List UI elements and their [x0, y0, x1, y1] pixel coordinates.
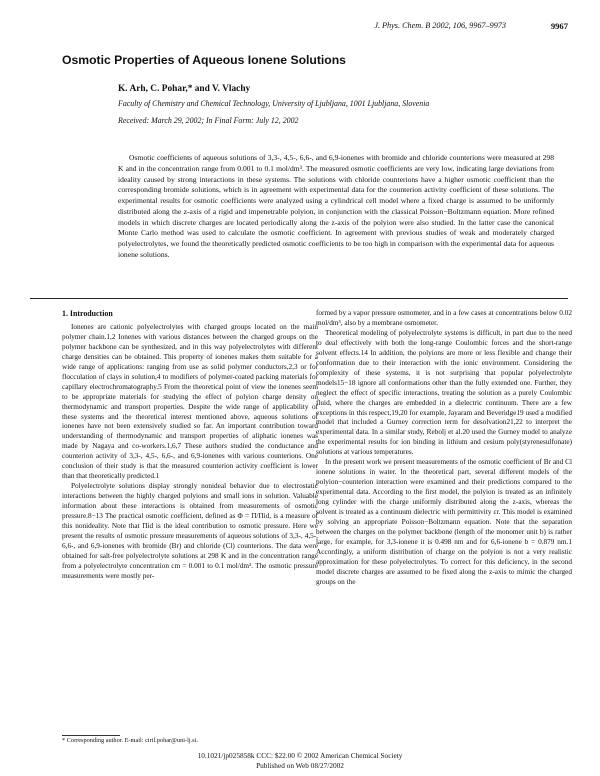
author-list: K. Arh, C. Pohar,* and V. Vlachy: [118, 84, 251, 94]
page-number: 9967: [550, 21, 568, 31]
paragraph: Polyelectrolyte solutions display strongly nonideal behavior due to electrostatic interactions between the highly charged polyions and small ions in solution. Valuable information about these interactions is obtained from measurements of osmotic pressure.8−13 The practical osmotic coefficient, defined as Φ = Π/Πid, is a measure of this nonideality. Note that Πid is the ideal contribution to osmotic pressure. Here we present the results of osmotic pressure measurements of aqueous solutions of 3,3-, 4,5-, 6,6-, and 6,9-ionenes with bromide (Br) and chloride (Cl) counterions. The data were obtained for salt-free polyelectrolyte solutions at 298 K and in the concentration range from a polyelectrolyte concentration cm = 0.001 to 0.1 mol/dm³. The osmotic pressure measurements were mostly per-: [62, 482, 318, 580]
left-column: [62, 309, 318, 582]
corresponding-author-footnote: * Corresponding author. E-mail: ciril.pohar@uni-lj.si.: [62, 737, 198, 744]
section-divider: [30, 298, 568, 299]
paragraph: Ionenes are cationic polyelectrolytes with charged groups located on the main polymer chain.1,2 Ionenes with various distances between the charged groups on the polymer backbone can be synthesized, and in this way polyelectrolytes with different charge densities can be obtained. This property of ionenes makes them suitable for a wide range of applications: ranging from use as solid polymer conductors,2,3 or for flocculation of clays in solution,4 to modifiers of polymer-coated packing materials for capillary electrochromatography.5 From the theoretical point of view the ionenes seem to be appropriate materials for studying the effect of polyion charge density on thermodynamic and transport properties. Despite the wide range of applicability of these systems and the theoretical interest mentioned above, aqueous solutions of ionenes have not been extensively studied so far. An important contribution toward understanding of thermodynamic and transport properties of aliphatic ionenes was made by Nagaya and co-workers.1,6,7 These authors studied the conductance and counterion activity of 3,3-, 4,5-, 6,6-, and 6,9-ionenes with various counterions. One conclusion of their study is that the measured counterion activity coefficient is lower than that theoretically predicted.1: [62, 322, 318, 481]
doi-copyright-line: 10.1021/jp025858k CCC: $22.00 © 2002 American Chemical Society: [197, 751, 403, 760]
abstract: Osmotic coefficients of aqueous solutions of 3,3-, 4,5-, 6,6-, and 6,9-ionenes with bromide and chloride counterions were measured at 298 K and in the concentration range from 0.001 to 0.1 mol/dm³. The measured osmotic coefficients are very low, indicating large deviations from ideality caused by strong interactions in these systems. The solutions with chloride counterions have a higher osmotic coefficient than the corresponding bromide solutions, which is in agreement with experimental data for the counterion activity coefficient of these solutions. The experimental results for osmotic coefficients were analyzed using a cylindrical cell model where a fixed charge is assumed to be uniformly distributed along the z-axis of a rigid and impenetrable polyion, in conjunction with the classical Poisson−Boltzmann equation. More refined models in which discrete charges are located periodically along the z-axis of the polyion were also studied. In the latter case the canonical Monte Carlo method was used to calculate the osmotic coefficient. In agreement with previous studies of weak and moderately charged polyelectrolytes, we found the theoretically predicted osmotic coefficients to be too high in comparison with the experimental data for aqueous ionene solutions.: [118, 153, 554, 259]
footnote-rule: [62, 735, 120, 736]
journal-citation: J. Phys. Chem. B 2002, 106, 9967–9973: [374, 21, 506, 30]
paragraph: Theoretical modeling of polyelectrolyte systems is difficult, in part due to the need to deal effectively with both the long-range Coulombic forces and the short-range solvent effects.14 In addition, the polyions are more or less flexible and change their conformation due to their interaction with the ionic environment. Considering the complexity of these systems, it is not surprising that popular polyelectrolyte models15−18 ignore all conformations other than the fully extended one. Further, they neglect the effect of specific interactions, treating the solution as a purely Coulombic fluid, where the charges are embedded in a dielectric continuum. There are a few exceptions in this respect,19,20 for example, Jayaram and Beveridge19 used a modified model that included a Gurney correction term for desolvation21,22 to interpret the experimental data. In a similar study, Rebolj et al.20 used the Gurney model to analyze the experimental results for ion binding in lithium and cesium poly(styrenesulfonate) solutions at various temperatures.: [316, 328, 572, 457]
running-header: [30, 21, 568, 33]
published-date: Published on Web 08/27/2002: [256, 761, 344, 770]
paragraph: formed by a vapor pressure osmometer, and in a few cases at concentrations below 0.02 mol/dm³, also by a membrane osmometer.: [316, 309, 572, 327]
affiliation: Faculty of Chemistry and Chemical Technology, University of Ljubljana, 1001 Ljubljana, Slovenia: [118, 99, 430, 108]
article-title: Osmotic Properties of Aqueous Ionene Solutions: [62, 53, 346, 67]
received-dates: Received: March 29, 2002; In Final Form: July 12, 2002: [118, 116, 299, 125]
section-heading: 1. Introduction: [62, 309, 113, 318]
paragraph: In the present work we present measurements of the osmotic coefficient of Br and Cl ionene solutions in water. In the theoretical part, several different models of the polyion−counterion interaction were examined and their predictions compared to the experimental data. According to the first model, the polyion is treated as an infinitely long cylinder with the charge uniformly distributed along the z-axis, whereas the solvent is treated as a continuum dielectric with permittivity εr. This model is examined by solving an appropriate Poisson−Boltzmann equation. Note that the separation between the charges on the polymer backbone (length of the monomer unit b) is rather large, for example, for 3,3-ionene it is 0.498 nm and for 6,6-ionene b = 0.879 nm.1 Accordingly, a uniform distribution of charge on the polyion is not a very realistic approximation for these polyelectrolytes. To correct for this deficiency, in the second model discrete charges are assumed to be fixed along the z-axis to mimic the charged groups on the: [316, 458, 572, 586]
right-column: [316, 309, 572, 588]
